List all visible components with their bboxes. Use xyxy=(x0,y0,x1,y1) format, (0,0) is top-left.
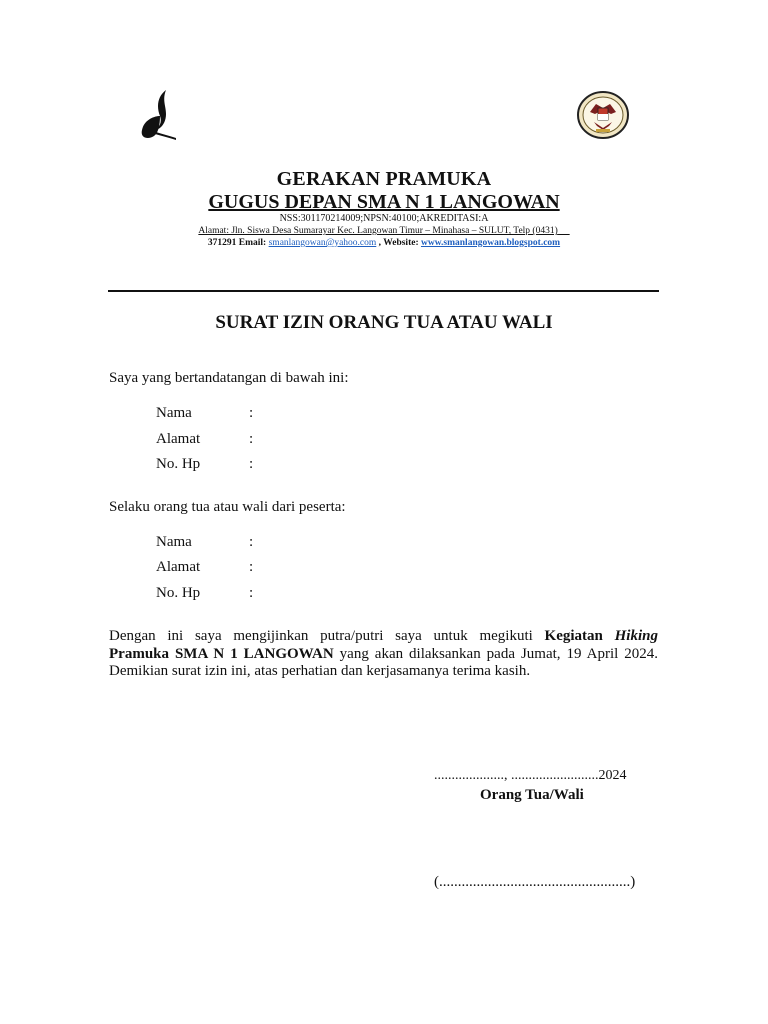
org-line-1: GERAKAN PRAMUKA xyxy=(276,168,492,190)
intro-text: Saya yang bertandatangan di bawah ini: xyxy=(109,370,349,386)
website-link[interactable]: www.smanlangowan.blogspot.com xyxy=(420,238,561,248)
participant-phone-colon: : xyxy=(249,585,254,601)
parent-name-label: Nama xyxy=(156,405,192,421)
signature-role: Orang Tua/Wali xyxy=(480,787,584,803)
header-divider xyxy=(108,290,659,292)
signature-date-line: ...................., .........................2024 xyxy=(434,768,627,783)
parent-phone-colon: : xyxy=(249,456,254,472)
participant-intro-text: Selaku orang tua atau wali dari peserta: xyxy=(109,499,346,515)
permission-paragraph: Dengan ini saya mengijinkan putra/putri saya untuk megikuti Kegiatan Hiking Pramuka SMA N 1 LANGOWAN yang akan dilaksankan pada Jumat, 19 April 2024. Demikian surat izin ini, atas perhatian dan kerjasamanya terima kasih. xyxy=(109,628,658,679)
participant-address-colon: : xyxy=(249,559,254,575)
letter-title: SURAT IZIN ORANG TUA ATAU WALI xyxy=(215,312,553,333)
address-line: Alamat: Jln. Siswa Desa Sumarayar Kec. Langowan Timur – Minahasa – SULUT, Telp (0431) xyxy=(198,226,558,236)
website-label: , Website: xyxy=(378,238,419,248)
phone-suffix: 371291 xyxy=(207,238,237,248)
nss-line: NSS:301170214009;NPSN:40100;AKREDITASI:A xyxy=(279,213,489,224)
contact-line xyxy=(0,238,768,248)
parent-address-label: Alamat xyxy=(156,431,201,447)
org-line-2: GUGUS DEPAN SMA N 1 LANGOWAN xyxy=(208,191,560,213)
parent-phone-label: No. Hp xyxy=(156,456,201,472)
parent-address-colon: : xyxy=(249,431,254,447)
parent-name-colon: : xyxy=(249,405,254,421)
email-label: Email: xyxy=(238,238,267,248)
participant-name-label: Nama xyxy=(156,534,192,550)
participant-name-colon: : xyxy=(249,534,254,550)
participant-address-label: Alamat xyxy=(156,559,201,575)
participant-phone-label: No. Hp xyxy=(156,585,201,601)
tunas-kelapa-icon xyxy=(136,86,178,144)
garuda-emblem-icon xyxy=(576,90,630,140)
email-link[interactable]: smanlangowan@yahoo.com xyxy=(268,238,377,248)
signature-name-line: (...................................................) xyxy=(434,874,636,890)
